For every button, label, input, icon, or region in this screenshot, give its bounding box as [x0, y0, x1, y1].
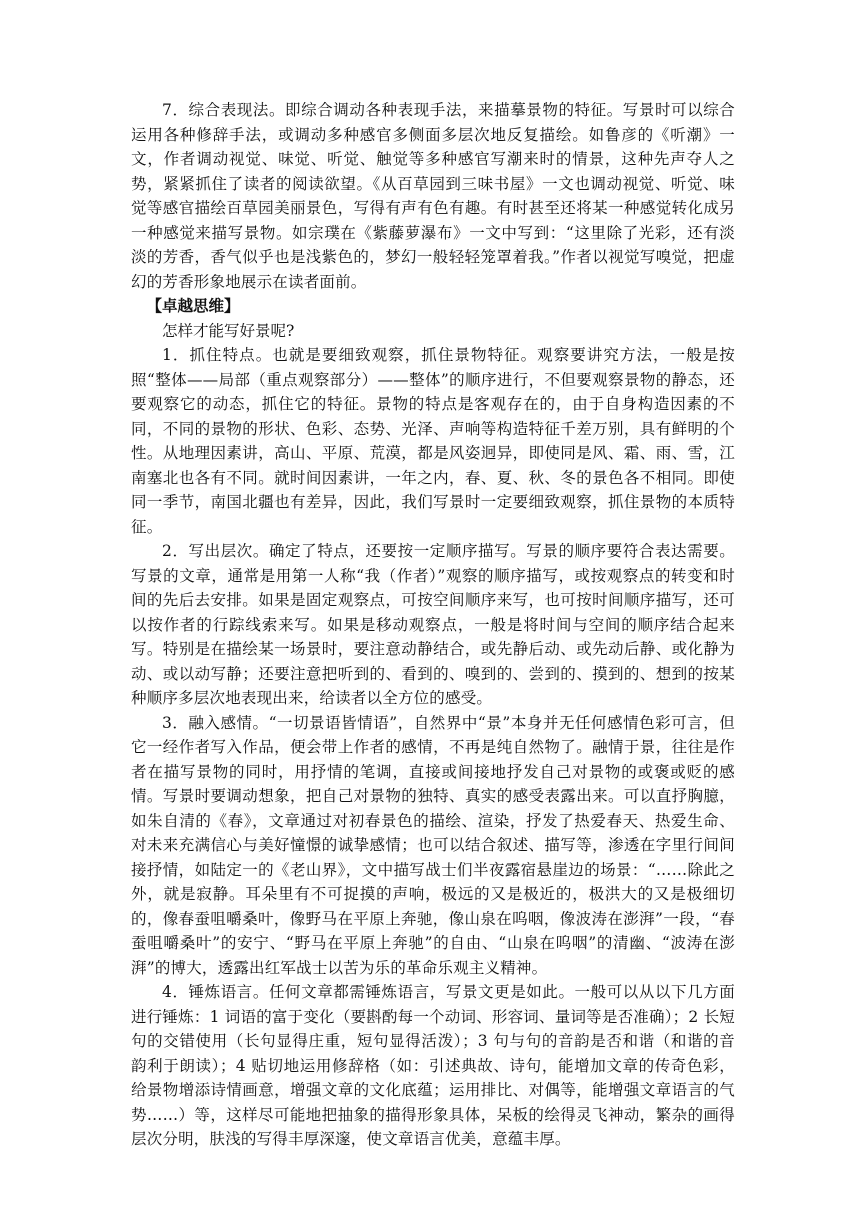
paragraph-refine-language: 4．锤炼语言。任何文章都需锤炼语言，写景文更是如此。一般可以从以下几方面进行锤炼：1 词语的富于变化（要斟酌每一个动词、形容词、量词等是否准确）；2 长短句的交错使用（长句显得庄重，短句显得活泼）；3 句与句的音韵是否和谐（和谐的音韵利于朗读）；4 贴切地运用修辞格（如：引述典故、诗句，能增加文章的传奇色彩，给景物增添诗情画意，增强文章的文化底蕴；运用排比、对偶等，能增强文章语言的气势……）等，这样尽可能地把抽象的描得形象具体，呆板的绘得灵飞神动，繁杂的画得层次分明，肤浅的写得丰厚深邃，使文章语言优美，意蕴丰厚。: [131, 983, 735, 1148]
section-question: 怎样才能写好景呢?: [162, 321, 295, 340]
paragraph-blend-emotion: 3．融入感情。“一切景语皆情语”，自然界中“景”本身并无任何感情色彩可言，但它一经作者写入作品，便会带上作者的感情，不再是纯自然物了。融情于景，往往是作者在描写景物的同时，用抒情的笔调，直接或间接地抒发自己对景物的或褒或贬的感情。写景时要调动想象，把自己对景物的独特、真实的感受表露出来。可以直抒胸臆，如朱自清的《春》，文章通过对初春景色的描绘、渲染，抒发了热爱春天、热爱生命、对未来充满信心与美好憧憬的诚挚感情；也可以结合叙述、描写等，渗透在字里行间间接抒情，如陆定一的《老山界》，文中描写战士们半夜露宿悬崖边的场景：“……除此之外，就是寂静。耳朵里有不可捉摸的声响，极远的又是极近的，极洪大的又是极细切的，像春蚕咀嚼桑叶，像野马在平原上奔驰，像山泉在呜咽，像波涛在澎湃”一段，“春蚕咀嚼桑叶”的安宁、“野马在平原上奔驰”的自由、“山泉在呜咽”的清幽、“波涛在澎湃”的博大，透露出红军战士以苦为乐的革命乐观主义精神。: [131, 713, 735, 977]
paragraph-write-layers: 2．写出层次。确定了特点，还要按一定顺序描写。写景的顺序要符合表达需要。写景的文章，通常是用第一人称“我（作者）”观察的顺序描写，或按观察点的转变和时间的先后去安排。如果是固定观察点，可按空间顺序来写，也可按时间顺序描写，还可以按作者的行踪线索来写。如果是移动观察点，一般是将时间与空间的顺序结合起来写。特别是在描绘某一场景时，要注意动静结合，或先静后动、或先动后静、或化静为动、或以动写静；还要注意把听到的、看到的、嗅到的、尝到的、摸到的、想到的按某种顺序多层次地表现出来，给读者以全方位的感受。: [131, 542, 735, 707]
paragraph-comprehensive-method: 7．综合表现法。即综合调动各种表现手法，来描摹景物的特征。写景时可以综合运用各种修辞手法，或调动多种感官多侧面多层次地反复描绘。如鲁彦的《听潮》一文，作者调动视觉、味觉、听觉、触觉等多种感官写潮来时的情景，这种先声夺人之势，紧紧抓住了读者的阅读欲望。《从百草园到三味书屋》一文也调动视觉、听觉、味觉等感官描绘百草园美丽景色，写得有声有色有趣。有时甚至还将某一种感觉转化成另一种感觉来描写景物。如宗璞在《紫藤萝瀑布》一文中写到：“这里除了光彩，还有淡淡的芳香，香气似乎也是浅紫色的，梦幻一般轻轻笼罩着我。”作者以视觉写嗅觉，把虚幻的芳香形象地展示在读者面前。: [131, 101, 735, 291]
paragraph-grasp-features: 1．抓住特点。也就是要细致观察，抓住景物特征。观察要讲究方法，一般是按照“整体——局部（重点观察部分）——整体”的顺序进行，不但要观察景物的静态，还要观察它的动态，抓住它的特征。景物的特点是客观存在的，由于自身构造因素的不同，不同的景物的形状、色彩、态势、光泽、声响等构造特征千差万别，具有鲜明的个性。从地理因素讲，高山、平原、荒漠，都是风姿迥异，即使同是风、霜、雨、雪，江南塞北也各有不同。就时间因素讲，一年之内，春、夏、秋、冬的景色各不相同。即使同一季节，南国北疆也有差异，因此，我们写景时一定要细致观察，抓住景物的本质特征。: [131, 346, 735, 536]
section-heading: 【卓越思维】: [146, 297, 240, 315]
document-page: [131, 98, 735, 1152]
